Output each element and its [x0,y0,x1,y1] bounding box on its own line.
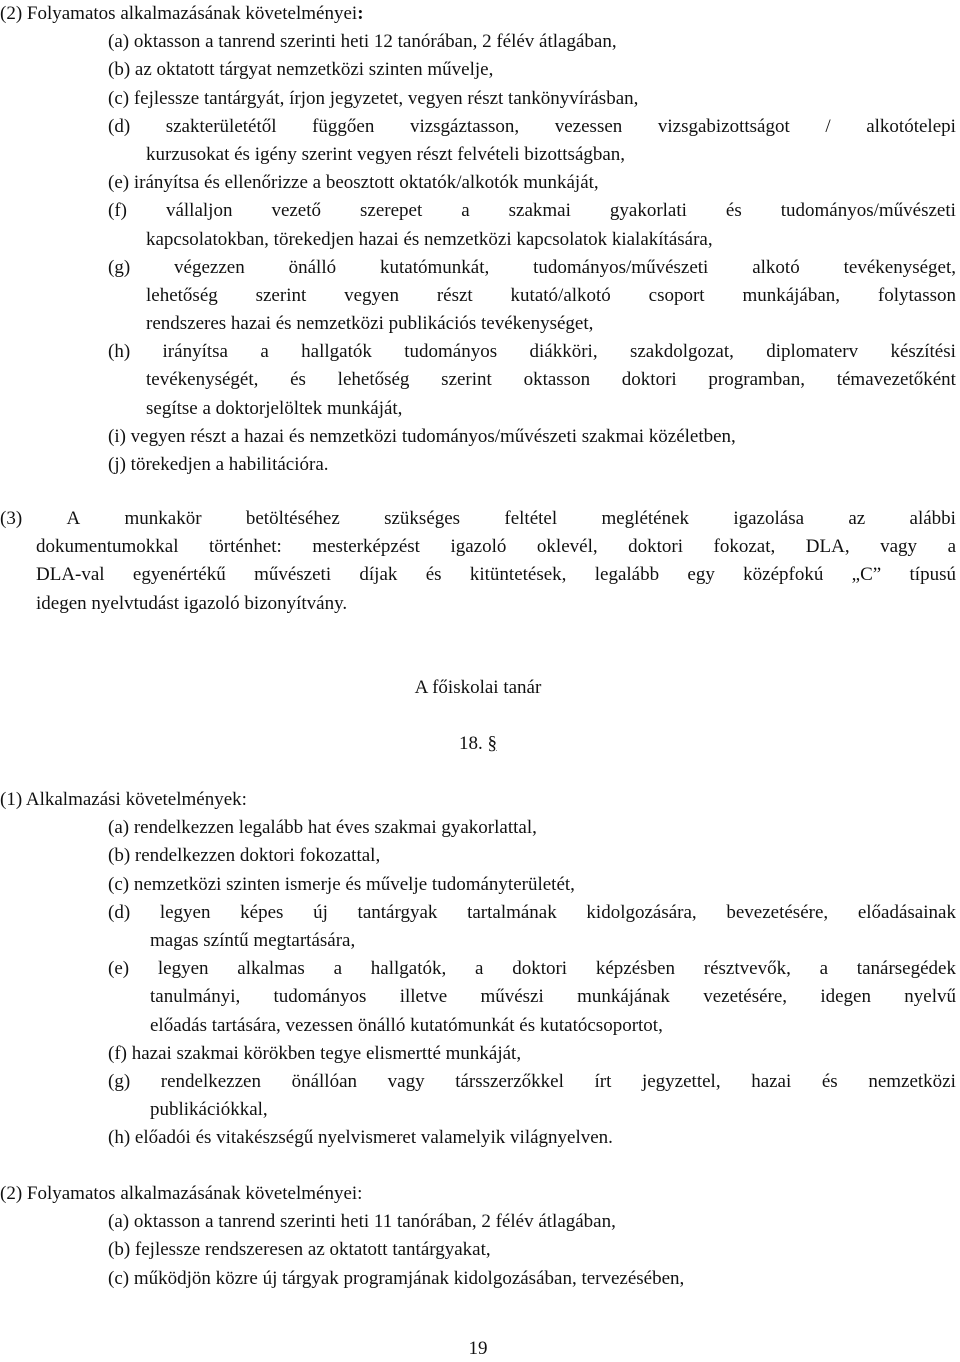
word: irányítsa [162,341,228,363]
word: dokumentumokkal [36,536,179,558]
word: egy [687,564,715,586]
list-item-g [0,254,960,282]
word: hazai [751,1070,792,1092]
list-item-d [0,899,960,927]
word: hallgatók, [370,958,447,980]
word: középfokú [743,564,824,586]
list-item-g-cont2: rendszeres hazai és nemzetközi publikációs tevékenységet, [146,313,594,335]
word: csoport [648,284,705,306]
word: és [290,369,306,391]
word: típusú [909,564,956,586]
word: díjak [359,564,398,586]
word: szükséges [384,508,461,529]
word: szakmai [508,200,571,222]
word: folytasson [877,284,956,306]
word: résztvevők, [703,958,791,980]
word: kutató/alkotó [510,284,611,306]
list-item-b: (b) rendelkezzen doktori fokozattal, [108,845,381,867]
word: vezetésére, [703,986,788,1008]
section-header: (1) Alkalmazási követelmények: [0,789,247,810]
word: DLA, [805,536,850,558]
word: írt [594,1070,612,1092]
list-item-c: (c) fejlessze tantárgyát, írjon jegyzetet, vegyen részt tankönyvírásban, [108,87,639,109]
list-item-f-cont: kapcsolatokban, törekedjen hazai és nemzetközi kapcsolatok kialakítására, [146,228,713,250]
word: (d) [108,115,131,137]
word: előadásainak [857,901,956,923]
word: / [825,115,831,137]
list-item-h: (h) előadói és vitakészségű nyelvismeret valamelyik világnyelven. [108,1127,613,1149]
word: kutatómunkát, [380,256,490,278]
paragraph-number [0,730,956,758]
chapter-title: A főiskolai tanár [414,677,542,698]
list-item-h-cont2: segítse a doktorjelöltek munkáját, [146,397,403,419]
word: (e) [108,958,130,980]
word: szerepet [360,200,423,222]
word: a [947,536,956,558]
list-item-g [0,1068,960,1096]
word: szerint [441,369,492,391]
section-3-line-3 [0,561,960,589]
word: illetve [399,986,448,1008]
word: vállaljon [165,200,233,222]
word: a [819,958,829,980]
word: képzésben [595,958,675,980]
word: tanulmányi, [150,986,241,1008]
word: (d) [108,901,131,923]
word: a [333,958,343,980]
word: művészi [480,986,544,1008]
word: készítési [890,341,956,363]
section-3-certification [0,505,960,618]
word: bevezetésére, [726,901,829,923]
word: egyenértékű [132,564,226,586]
list-item-h [0,338,960,366]
word: jegyzettel, [641,1070,721,1092]
word: meglétének [601,508,690,529]
section-sign: § [487,733,497,754]
word: önállóan [291,1070,358,1092]
word: társszerzőkkel [455,1070,564,1092]
word: programban, [708,369,805,391]
word: alábbi [909,508,956,529]
list-item-d-cont: kurzusokat és igény szerint vegyen részt felvételi bizottságban, [146,143,626,165]
word: függően [312,115,375,137]
word: történhet: [209,536,282,558]
word: és [725,200,742,222]
word: a [461,200,470,222]
word: szerint [255,284,307,306]
word: doktori [512,958,568,980]
list-item-a: (a) oktasson a tanrend szerinti heti 12 tanórában, 2 félév átlagában, [108,31,617,53]
word: vizsgabizottságot [657,115,790,137]
word: rendelkezzen [160,1070,261,1092]
list-item-d [0,113,960,141]
section-2-continuing-requirements [0,0,960,479]
word: tudományos [404,341,498,363]
section-3-line-4: idegen nyelvtudást igazoló bizonyítvány. [36,592,348,614]
word: „C” [851,564,882,586]
word: mesterképzést [312,536,420,558]
word: kidolgozására, [586,901,697,923]
list-item-e-cont1 [0,983,960,1011]
list-item-f [0,197,960,225]
list-item-h-cont1 [0,366,960,394]
word: igazolása [733,508,805,529]
word: oklevél, [536,536,598,558]
word: oktasson [523,369,591,391]
section-3-line-2 [0,533,960,561]
word: kitüntetések, [469,564,567,586]
list-item-e: (e) irányítsa és ellenőrizze a beosztott oktatók/alkotók munkáját, [108,172,599,194]
word: szakterületétől [165,115,277,137]
word: vizsgáztasson, [409,115,520,137]
list-item-e [0,955,960,983]
word: doktori [628,536,684,558]
word: (f) [108,200,127,222]
word: tantárgyak [357,901,438,923]
word: hallgatók [301,341,372,363]
list-item-e-cont2: előadás tartására, vezessen önálló kutatómunkát és kutatócsoportot, [150,1014,663,1036]
word: gyakorlati [609,200,687,222]
page-number: 19 [468,1338,488,1359]
word: vezessen [554,115,623,137]
word: részt [436,284,473,306]
word: alkotó [752,256,800,278]
word: önálló [288,256,337,278]
word: doktori [621,369,677,391]
list-item-b: (b) az oktatott tárgyat nemzetközi szinten művelje, [108,59,494,81]
word: lehetőség [146,284,218,306]
word: lehetőség [337,369,410,391]
word: alkotótelepi [866,115,956,137]
word: tevékenységet, [843,256,956,278]
section-header: (2) Folyamatos alkalmazásának követelményei: [0,3,364,24]
word: az [848,508,866,529]
word: munkájában, [742,284,841,306]
word: és [821,1070,838,1092]
section-2-continuing-requirements-bottom [0,1180,960,1293]
word: végezzen [174,256,245,278]
section-header: (2) Folyamatos alkalmazásának követelményei: [0,1183,363,1204]
word: nemzetközi [868,1070,956,1092]
word: munkakör [124,508,202,529]
word: a [475,958,484,980]
word: tanársegédek [856,958,956,980]
list-item-c: (c) nemzetközi szinten ismerje és művelje tudományterületét, [108,873,575,895]
word: témavezetőként [836,369,956,391]
word: szakdolgozat, [629,341,734,363]
word: diákköri, [529,341,598,363]
word: fokozat, [713,536,776,558]
word: tartalmának [467,901,557,923]
list-item-d-cont: magas színtű megtartására, [150,929,356,951]
word: vezető [271,200,322,222]
word: művészeti [254,564,332,586]
word: vagy [880,536,918,558]
word: DLA-val [36,564,105,586]
section-3-line-1 [0,505,960,533]
list-item-j: (j) törekedjen a habilitációra. [108,454,329,475]
list-item-f: (f) hazai szakmai körökben tegye elismertté munkáját, [108,1042,522,1064]
word: (g) [108,1070,131,1092]
word: tudományos/művészeti [533,256,709,278]
word: igazoló [450,536,507,558]
word: legyen [159,901,211,923]
word: nyelvű [904,986,956,1008]
word: diplomaterv [766,341,859,363]
word: munkájának [577,986,670,1008]
word: idegen [820,986,871,1008]
word: A [66,508,81,529]
word: a [260,341,269,363]
word: tudományos [273,986,367,1008]
word: feltétel [504,508,558,529]
word: tevékenységét, [146,369,259,391]
list-item-c: (c) működjön közre új tárgyak programjának kidolgozásában, tervezésében, [108,1267,685,1289]
word: alkalmas [237,958,305,980]
list-item-a: (a) oktasson a tanrend szerinti heti 11 tanórában, 2 félév átlagában, [108,1211,616,1233]
word: legyen [157,958,209,980]
word: vegyen [344,284,399,306]
list-item-b: (b) fejlessze rendszeresen az oktatott tantárgyakat, [108,1239,491,1261]
word: tudományos/művészeti [780,200,956,222]
word: képes [240,901,284,923]
list-item-a: (a) rendelkezzen legalább hat éves szakmai gyakorlattal, [108,817,537,839]
word: legalább [594,564,660,586]
list-item-g-cont: publikációkkal, [150,1099,268,1121]
word: betöltéséhez [245,508,340,529]
list-item-i: (i) vegyen részt a hazai és nemzetközi tudományos/művészeti szakmai közéletben, [108,425,736,447]
word: vagy [387,1070,425,1092]
word: (3) [0,508,23,529]
word: új [313,901,328,923]
section-1-employment-requirements [0,786,960,1152]
list-item-g-cont1 [0,282,960,310]
word: (g) [108,256,131,278]
word: és [425,564,442,586]
word: (h) [108,341,131,363]
paragraph-number-value: 18. [459,733,483,754]
